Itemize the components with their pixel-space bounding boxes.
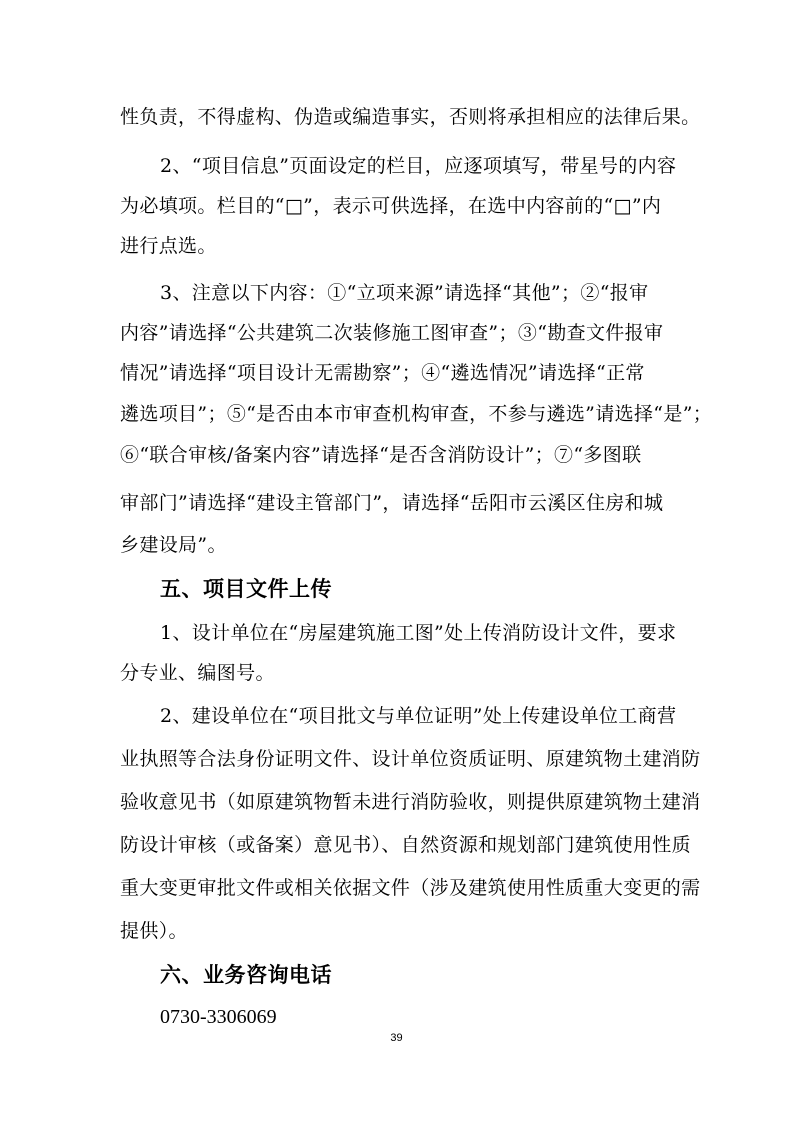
section-heading-6: 六、业务咨询电话 xyxy=(160,963,332,987)
paragraph-line: 业执照等合法身份证明文件、设计单位资质证明、原建筑物土建消防 xyxy=(120,748,701,770)
paragraph-line: 分专业、编图号。 xyxy=(120,662,275,684)
paragraph-line: 乡建设局”。 xyxy=(120,534,227,556)
section-heading-5: 五、项目文件上传 xyxy=(160,577,332,601)
paragraph-line: 情况”请选择“项目设计无需勘察”；④“遴选情况”请选择“正常 xyxy=(120,362,645,384)
paragraph-line: 为必填项。栏目的“□”，表示可供选择，在选中内容前的“□”内 xyxy=(120,195,662,217)
paragraph-line: 审部门”请选择“建设主管部门”，请选择“岳阳市云溪区住房和城 xyxy=(120,492,664,514)
paragraph-line: 提供）。 xyxy=(120,920,188,942)
paragraph-line: 防设计审核（或备案）意见书）、自然资源和规划部门建筑使用性质 xyxy=(120,834,692,856)
paragraph-line: 验收意见书（如原建筑物暂未进行消防验收，则提供原建筑物土建消 xyxy=(120,791,701,813)
paragraph-line: 1、设计单位在“房屋建筑施工图”处上传消防设计文件，要求 xyxy=(160,622,677,644)
paragraph-line: 重大变更审批文件或相关依据文件（涉及建筑使用性质重大变更的需 xyxy=(120,877,701,899)
paragraph-line: 内容”请选择“公共建筑二次装修施工图审查”；③“勘查文件报审 xyxy=(120,322,664,344)
paragraph-line: 遴选项目”；⑤“是否由本市审查机构审查，不参与遴选”请选择“是”； xyxy=(120,403,713,425)
paragraph-line: 进行点选。 xyxy=(120,235,217,257)
page-number: 39 xyxy=(390,1032,403,1044)
paragraph-line: 3、注意以下内容：①“立项来源”请选择“其他”；②“报审 xyxy=(160,282,649,304)
paragraph-line: 2、“项目信息”页面设定的栏目，应逐项填写，带星号的内容 xyxy=(160,155,677,177)
phone-number: 0730-3306069 xyxy=(160,1006,277,1028)
paragraph-line: 性负责，不得虚构、伪造或编造事实，否则将承担相应的法律后果。 xyxy=(120,106,701,128)
paragraph-line: 2、建设单位在“项目批文与单位证明”处上传建设单位工商营 xyxy=(160,705,677,727)
paragraph-line: ⑥“联合审核/备案内容”请选择“是否含消防设计”；⑦“多图联 xyxy=(120,444,642,466)
